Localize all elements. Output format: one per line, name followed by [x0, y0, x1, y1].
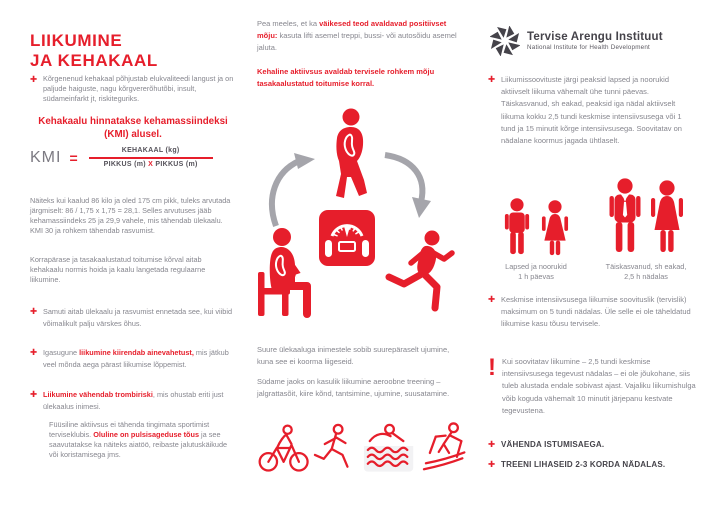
maximum-bullet: [488, 294, 698, 331]
exclamation-icon: !: [488, 354, 496, 381]
kmi-formula: [30, 147, 236, 168]
tai-logo: [490, 26, 663, 56]
recommendation-bullet: [488, 74, 698, 147]
plus-bullet-icon: ✚: [488, 459, 496, 469]
left-bullet-1-text: Samuti aitab ülekaalu ja rasvumist ennetada see, kui viibid võimalikult palju värskes õhus.: [43, 307, 233, 329]
left-bullet-3-text: Liikumine vähendab trombiriski, mis ohustab eriti just ülekaalus inimesi.: [43, 390, 224, 412]
cta-sitting-text: VÄHENDA ISTUMISAEGA.: [501, 440, 605, 449]
plus-bullet-icon: ✚: [30, 306, 38, 316]
children-group: [488, 198, 584, 258]
right-column: [488, 0, 698, 509]
arrow-up-icon: [267, 152, 315, 230]
formula-numerator: KEHAKAAL (kg): [121, 147, 180, 154]
tai-logo-icon: [490, 26, 520, 56]
left-bullet-1: [30, 306, 236, 330]
left-bullet-2-text: Igasugune liikumine kiirendab ainevahetust, mis jätkub veel mõnda aega pärast liikumise lõppemist.: [43, 348, 229, 370]
times-sign: X: [148, 161, 154, 168]
warning-text: Kui soovitatav liikumine – 2,5 tundi keskmise intensiivsusega tegevust nädalas – ei ole jõukohane, siis tuleb alustada endale sobivast ajast. Vajaliku liikumishulga võib koguda vähemalt 10 minutit järjepanu kestvate tegevustena.: [502, 357, 696, 415]
scale-icon: [319, 210, 375, 266]
left-footer-text: Füüsiline aktiivsus ei tähenda tingimata sportimist terviseklubis. Oluline on pulsisageduse tõus ja see saavutatakse ka näiteks aiatöö, reibaste jalutuskäikude või koristamisega jms.: [49, 420, 228, 459]
arrow-down-icon: [381, 150, 433, 218]
cta-muscles: [488, 459, 698, 470]
activity-icons-row: [257, 420, 470, 474]
swimming-text: Suure ülekaaluga inimestele sobib suurepäraselt ujumine, kuna see ei koorma liigeseid.: [257, 345, 450, 366]
recommendation-text: Liikumissoovituste järgi peaksid lapsed ja noorukid aktiivselt liikuma vähemalt ühe tunni päevas. Täiskasvanud, sh eakad, peaksid iga nädal aktiivselt liikuma kokku 2,5 tundi keskmise intensiivsusega või 1 tund ja 15 minutit kõrge intensiivsusega. Soovitatav on nädalane koormus jagada ühtlaselt.: [501, 75, 682, 146]
cta-muscles-text: TREENI LIHASEID 2-3 KORDA NÄDALAS.: [501, 460, 666, 469]
kmi-heading: Kehakaalu hinnatakse kehamassiindeksi (KMI) alusel.: [38, 116, 228, 140]
weight-cycle-diagram: [257, 96, 470, 340]
plus-bullet-icon: ✚: [488, 74, 496, 84]
warning-block: [488, 356, 698, 417]
intro-text: Kõrgenenud kehakaal põhjustab elukvaliteedi langust ja on paljude haiguste, nagu kõrgvererõhutõbi, insult, südameinfarkt jt, riskiteguriks.: [43, 74, 234, 103]
intro-bullet: [30, 74, 236, 104]
people-figures-row: [488, 176, 698, 258]
tai-logo-title: Tervise Arengu Instituut: [527, 31, 663, 43]
page-title-line1: LIIKUMINE: [30, 31, 123, 50]
sitting-person-icon: [257, 226, 313, 318]
swimmer-icon: [356, 420, 419, 474]
running-person-icon: [385, 230, 455, 314]
man-with-tie-icon: [608, 178, 642, 258]
middle-column: [257, 0, 470, 509]
woman-icon: [650, 180, 684, 258]
plus-bullet-icon: ✚: [488, 439, 496, 449]
runner-icon: [310, 422, 355, 474]
adults-caption: Täiskasvanud, sh eakad, 2,5 h nädalas: [605, 262, 687, 281]
aerobic-text: Südame jaoks on kasulik liikumine aeroobne treening – jalgrattasõit, kiire kõnd, tantsimine, ujumine, suusatamine.: [257, 377, 450, 398]
tai-logo-text: [527, 31, 663, 51]
cta-sitting: [488, 439, 698, 450]
kmi-fraction: [87, 147, 215, 168]
kmi-example-text: Näiteks kui kaalud 86 kilo ja oled 175 cm pikk, tuleks arvutada järgmiselt: 86 / 1,75 x 1,75 = 28,1. Selles arvutuses jääb kehamassiindeks 25 ja 29,9 vahele, mis tähendab ülekaalu. KMI 30 ja rohkem tähendab rasvumist.: [30, 196, 231, 235]
girl-icon: [540, 200, 570, 258]
cyclist-icon: [257, 422, 310, 474]
tai-logo-subtitle: National Institute for Health Development: [527, 44, 651, 51]
page-title-line2: JA KEHAKAAL: [30, 50, 158, 70]
plus-bullet-icon: ✚: [30, 389, 38, 399]
balance-text: Korrapärase ja tasakaalustatud toitumise kõrval aitab kehakaalu normis hoida ja kaalu langetada regulaarne liikumine.: [30, 255, 206, 284]
small-deeds-text: Pea meeles, et ka väikesed teod avaldavad positiivset mõju: kasuta lifti asemel treppi, bussi- või autosõidu asemel jaluta.: [257, 19, 457, 52]
adults-group: [594, 178, 698, 258]
plus-bullet-icon: ✚: [488, 294, 496, 304]
left-bullet-3: [30, 389, 236, 413]
fraction-line: [89, 157, 213, 159]
maximum-text: Keskmise intensiivsusega liikumise soovituslik (tervislik) maksimum on 5 tundi nädalas. Üle selle ei ole täheldatud liikumise kasu tõusu tervisele.: [501, 295, 691, 329]
walking-person-icon: [323, 108, 375, 202]
page-title: [30, 31, 158, 70]
left-bullet-2: [30, 347, 236, 371]
formula-denominator: PIKKUS (m) X PIKKUS (m): [103, 161, 198, 168]
skier-icon: [419, 422, 470, 474]
kmi-label: KMI: [30, 148, 62, 166]
plus-bullet-icon: ✚: [30, 347, 38, 357]
boy-icon: [503, 198, 531, 258]
activity-nutrition-text: Kehaline aktiivsus avaldab tervisele rohkem mõju tasakaalustatud toitumise korral.: [257, 67, 435, 88]
plus-bullet-icon: ✚: [30, 74, 38, 84]
left-column: [30, 0, 236, 509]
children-caption: Lapsed ja noorukid 1 h päevas: [505, 262, 567, 281]
equals-sign: =: [69, 149, 78, 166]
